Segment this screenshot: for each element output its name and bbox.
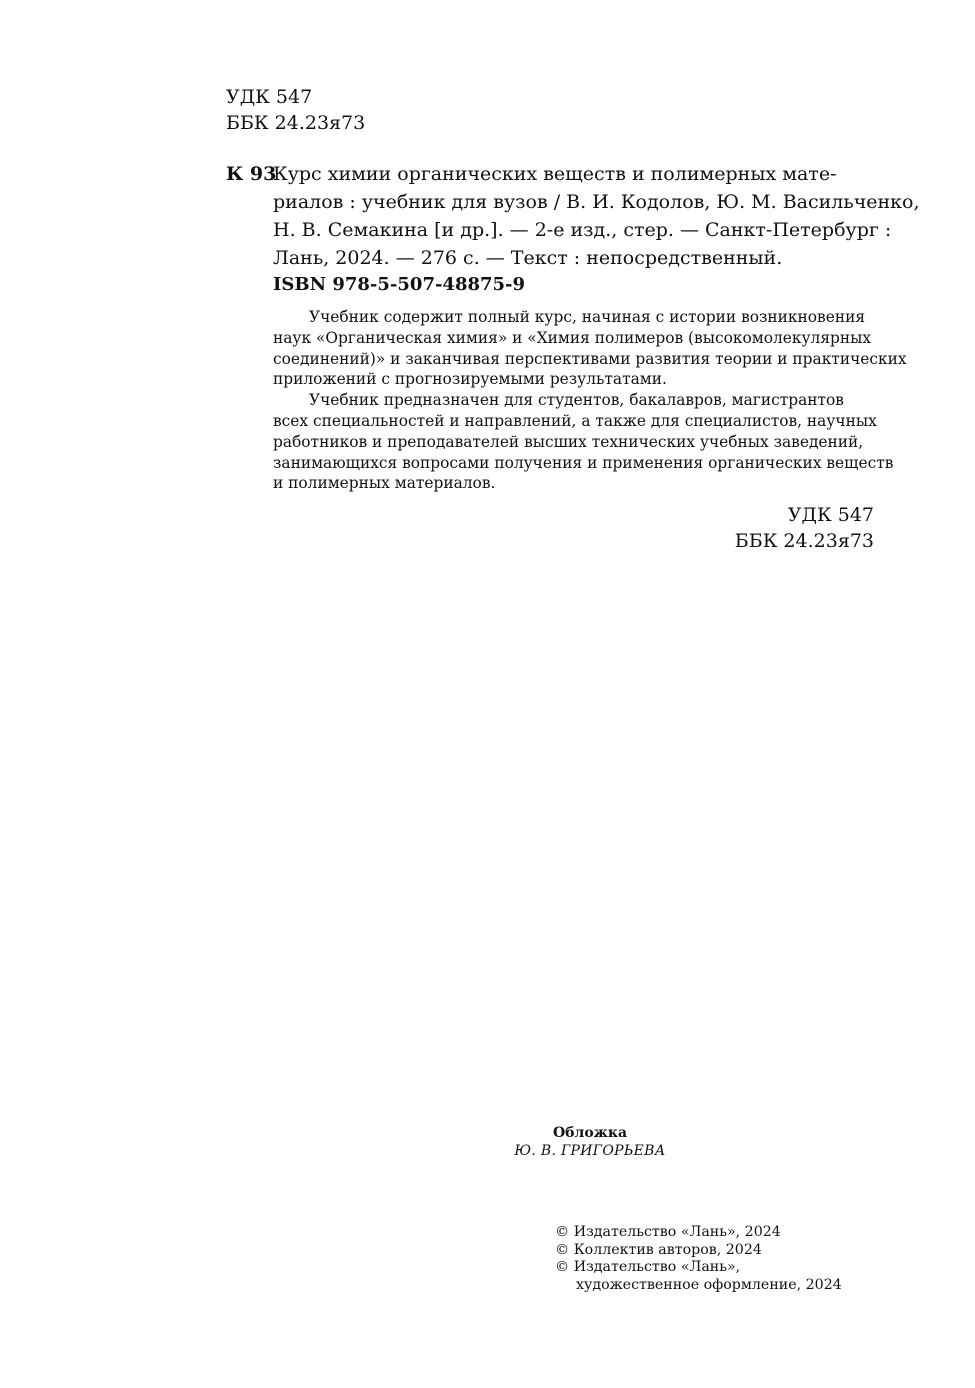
- annotation-line: работников и преподавателей высших технических учебных заведений,: [273, 432, 864, 451]
- bbk-code: ББК 24.23я73: [734, 530, 874, 552]
- udk-code: УДК 547: [787, 504, 874, 526]
- classification-codes-top: [226, 84, 365, 136]
- bbk-code: ББК 24.23я73: [226, 112, 366, 134]
- copyright-line: © Издательство «Лань»,: [555, 1259, 741, 1275]
- annotation-line: Учебник содержит полный курс, начиная с истории возникновения: [309, 308, 866, 326]
- biblio-line: Курс химии органических веществ и полимерных мате-: [273, 163, 837, 185]
- annotation-line: Учебник предназначен для студентов, бакалавров, магистрантов: [309, 391, 844, 410]
- author-mark: К 93: [226, 163, 277, 185]
- bibliographic-description: [273, 160, 920, 272]
- biblio-line: риалов : учебник для вузов / В. И. Кодолов, Ю. М. Васильченко,: [273, 191, 920, 213]
- biblio-line: Лань, 2024. — 276 с. — Текст : непосредственный.: [273, 247, 783, 269]
- annotation-line: всех специальностей и направлений, а также для специалистов, научных: [273, 411, 877, 430]
- copyright-block: [555, 1224, 842, 1294]
- isbn: ISBN 978-5-507-48875-9: [273, 274, 526, 295]
- annotation: [273, 307, 907, 494]
- classification-codes-bottom: [735, 502, 874, 554]
- copyright-line: © Коллектив авторов, 2024: [555, 1241, 762, 1258]
- annotation-line: и полимерных материалов.: [273, 474, 496, 493]
- udk-code: УДК 547: [226, 86, 313, 108]
- annotation-line: приложений с прогнозируемыми результатами.: [273, 370, 667, 389]
- cover-label: Обложка: [552, 1125, 628, 1141]
- annotation-line: соединений)» и заканчивая перспективами развития теории и практических: [273, 349, 907, 368]
- biblio-line: Н. В. Семакина [и др.]. — 2-е изд., стер. — Санкт-Петербург :: [273, 219, 892, 241]
- copyright-line: © Издательство «Лань», 2024: [555, 1224, 781, 1240]
- annotation-line: занимающихся вопросами получения и применения органических веществ: [273, 453, 894, 472]
- cover-designer: Ю. В. ГРИГОРЬЕВА: [514, 1143, 666, 1159]
- copyright-line: художественное оформление, 2024: [576, 1276, 842, 1293]
- annotation-line: наук «Органическая химия» и «Химия полимеров (высокомолекулярных: [273, 328, 872, 347]
